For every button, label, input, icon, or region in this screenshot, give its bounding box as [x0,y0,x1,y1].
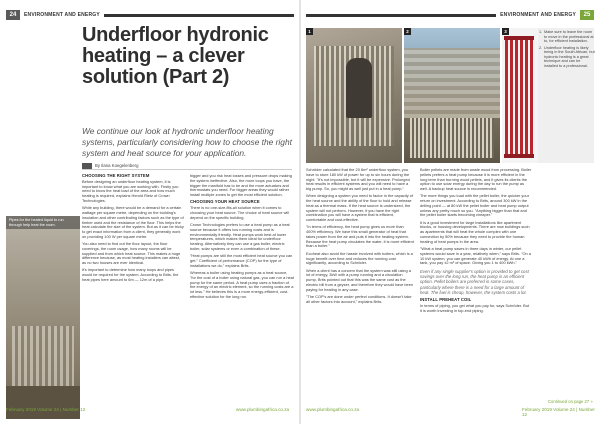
pull-quote: Even if any single supplier's option is provided to get cost savings over the long run, the heat pump is an efficient option. Pellet boilers are preferred in some cases, particularly where there is a need for a large amount of heat. The fuel is cheap, however, the system costs a lot. [420,268,529,296]
article-column-3 [306,168,414,402]
paragraph: "What a heat pump saves in three days in winter, our pellet systems would save in a year, relatively when," says Brits. "On a 10 kW system, you can generate 40 kWh of energy. At one a tank, you pay ±2 m³ of space. Giving you 1 to 400 kWh." [420,246,531,266]
paragraph: There is no one-size-fits-all solution when it comes to choosing your heat source. The choice of heat source will depend on the specific building. [190,205,289,220]
paragraph: Crown Technologies prefers to use a heat pump as a heat source because it offers low running costs and is environmentally friendly. Heat pumps work best at lower temperatures, which makes them ideal for underfloor heating. Alternatively they can use a gas boiler, electric boiler, solar systems or even a combination of these. [190,222,290,251]
article-standfirst: We continue our look at hydronic underfloor heating systems, particularly considering how to choose the right system and heat source for your application. [82,126,292,158]
photo-installer [346,58,372,118]
left-footer-url[interactable]: www.plumbingafrica.co.za [236,407,290,412]
right-footer-date: February 2019 Volume 24 | Number 12 [522,407,595,417]
paragraph: "The COP's are done under perfect conditions. It doesn't take all other factors into account," explains Brits. [306,293,412,304]
paragraph: In terms of piping, you get what you pay for, says Schröder. But it is worth investing in top-end piping. [420,303,529,313]
paragraph: You also need to find out the floor layout, the floor coverings, the room usage, how many rooms will be supplied and from which heat source. This makes a huge difference because, as most heating installers can attest, as no two houses are ever identical. [82,241,181,266]
byline-marker [82,163,92,169]
right-page-number: 25 [580,10,594,20]
photo-caption-2: 2. Underfloor heating is likely being in the South African, but hydronic heating is a great technique and can be installed to a professional. [539,45,595,68]
header-rule [306,14,496,17]
left-photo-caption: Pipes for the heated liquid to run through help heat the room. [6,216,80,229]
photo-badge-2: 2 [404,28,411,35]
page-gutter [299,0,301,424]
right-footer-url[interactable]: www.plumbingafrica.co.za [306,407,360,412]
photo-caption-1: 1. Make sure to leave the room to move in the professional at to, for efficient installation. [539,30,594,43]
paragraph: The more things you load with the pellet boiler, the quicker your return on investment. According to Brits, around 300 kW in the drilling point — at 80 kW the pellet boiler and heat pump output unless any pretty much so you. "Anything bigger than that and the pellet boiler starts becoming cheaper." [420,193,529,218]
photo-captions [539,30,595,70]
left-page-header [6,10,294,20]
paragraph: "In terms of efficiency, the heat pump gives us more than 400% efficiency. We have this small generator of heat that takes power from the air and puts it into the heating system. Because the heat pump circulates the water, it is more efficient than a boiler." [306,224,414,249]
paragraph: Schröder calculated that the 20 8m² underfloor system, you have to store 180 kW of power for up to six hours during the night. "It's not impossible, but it will be expensive. Prolonged heat results in efficient systems and you will need to have a big pump. So, you might as well just put in a heat pump." [306,168,410,191]
paragraph: It's important to determine how many loops and pipes would be required for the system. According to Brits, the heat pipes here amount to 6m — 12m of a pipe. [82,267,179,282]
left-section-tag: ENVIRONMENT AND ENERGY [24,12,100,18]
article-title: Underfloor hydronic heating – a clever solution (Part 2) [82,24,269,88]
photo-wall [404,48,500,118]
continued-link[interactable]: Continued on page 27 » [548,399,593,404]
article-column-1 [82,174,184,402]
column-subheading: CHOOSING YOUR HEAT SOURCE [190,199,260,205]
photo-badge-1: 1 [306,28,313,35]
column-subheading: CHOOSING THE RIGHT SYSTEM [82,174,150,178]
radiator-illustration [502,28,538,163]
photo-pipework [410,118,494,158]
paragraph: Boiler pellets are made from waste wood from processing. Boiler pellets prefers a heat pump because it is more efficient in the long term than burning wood pellets, and it gives its clients the option to use solar energy during the day to run the pump as well. A backup heat source is recommended. [420,168,532,191]
pipework-photo [404,28,500,163]
paragraph: Whereas a boiler using heating pumps as a heat source, "for the cost of a boiler using natural gas, you can run a heat pump for the same period. A heat pump uses a fraction of the energy of an electric element, so the running costs are a lot less." He believes this is a more energy-efficient, cost-effective solution for the long run. [190,270,294,299]
left-page-number: 24 [6,10,20,20]
article-column-4 [420,168,532,402]
underfloor-pipes-photo [6,216,80,419]
radiator-photo [502,28,538,163]
paragraph: When designing a system you need to factor in the capacity of the heat source and the ability of the floor to hold and release heat as a thermal mass. If the heat source is undersized, the system will not perform. However, if you have the right combination you will have a system that is efficient, comfortable and cost-effective. [306,193,414,223]
article-column-2 [190,174,294,402]
paragraph: bigger and you risk heat losses and pressure drops making the system ineffective. Also, the more loops you have, the bigger the manifold has to be and the more actuators and thermostats you need. For bigger areas they would rather install multiple zones to get the most efficient solution. [190,174,292,197]
photo-floor [6,386,80,419]
photo-badge-3: 3 [502,28,509,35]
byline [82,162,292,170]
right-page-header [306,10,594,20]
right-section-tag: ENVIRONMENT AND ENERGY [500,12,576,18]
left-footer-date: February 2019 Volume 24 | Number 12 [6,407,86,412]
paragraph: While any building, there would be a demand for a certain wattage per square metre, depending on the building's insulation and other contributing factors such as the type of timber used and the resistance of the floor. This helps the heat calculate the size of the system. But as it can be tricky to get exact information from a client, they generally work on providing 100 W per square metre. [82,205,184,239]
installer-photo [306,28,402,163]
paragraph: Before designing an underfloor heating system, it is important to know what you are working with. Firstly you need to know the heat load of the area and how much heating is required, explains Herold Rietz of Crown Technologies. [82,178,179,203]
paragraph: It is a good investment for large installations like apartment blocks, or housing developments. There are now buildings such as apartments that will heat the whole complex with one connection by 50% because they need to provide the human heating of heat pumps in the area. [420,219,530,244]
byline-text: By Ilana Koegelenberg [95,163,139,168]
paragraph: When a client has a concern that the system was still using a lot of energy, 3kW with a pump running and a circulation pump, Brits pointed out that this was the same cost as the electric bill from a geyser, and therefore they would have been paying for heating in any case. [306,267,414,292]
header-rule [104,14,294,17]
paragraph: Ecoheat also avoid the hassle involved with boilers, which is a huge benefit over time and reduces the running cost significantly, according to Schröder. [306,250,413,266]
paragraph: "Heat pumps are still the most efficient heat source you can get." Coefficient of performance (COP) for the type of installations we do," explains Brits. [190,253,293,268]
column-subheading: INSTALL PREHEAT COIL [420,297,472,303]
